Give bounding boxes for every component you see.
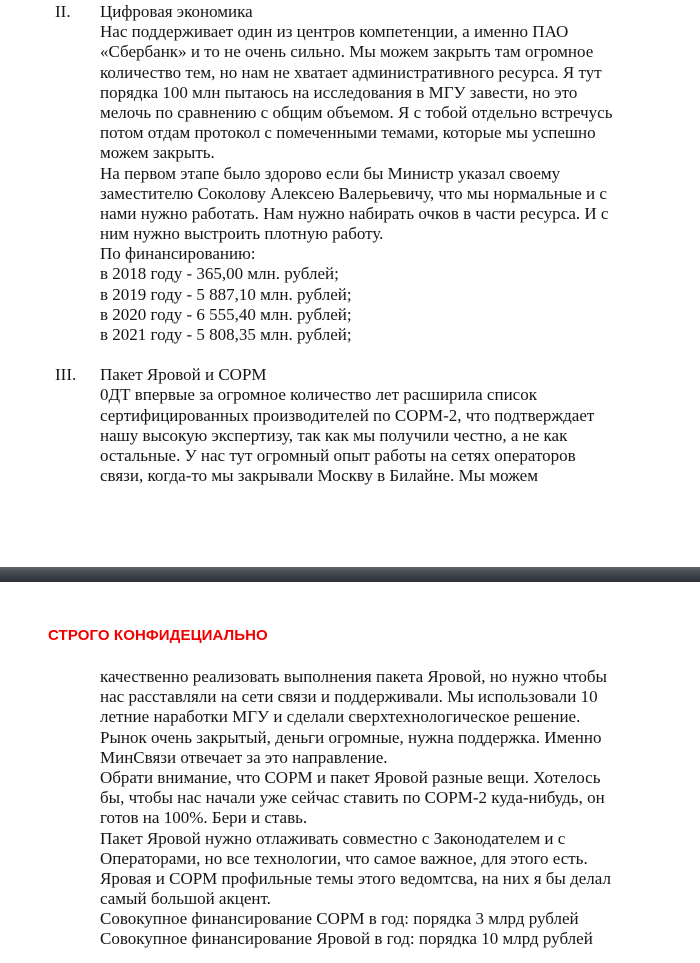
text-line: По финансированию: (100, 244, 256, 264)
section-iii-numeral: III. (55, 365, 77, 385)
text-line: бы, чтобы нас начали уже сейчас ставить по СОРМ-2 куда-нибудь, он (100, 788, 605, 808)
text-line: Рынок очень закрытый, деньги огромные, нужна поддержка. Именно (100, 727, 602, 747)
section-ii-numeral: II. (55, 2, 71, 21)
text-line: Нас поддерживает один из центров компетенции, а именно ПАО (100, 22, 569, 42)
text-line: нашу высокую экспертизу, так как мы получили честно, а не как (100, 425, 568, 445)
text-line: в 2020 году - 6 555,40 млн. рублей; (100, 304, 352, 324)
text-line: летние наработки МГУ и сделали сверхтехнологическое решение. (100, 707, 581, 727)
page-separator-bar (0, 567, 700, 582)
document-page-2 (0, 582, 700, 963)
text-line: Пакет Яровой нужно отлаживать совместно с Законодателем и с (100, 828, 566, 848)
section-ii-text (100, 2, 660, 345)
text-line: МинСвязи отвечает за это направление. (100, 747, 388, 767)
text-line: Операторами, но все технологии, что самое важное, для этого есть. (100, 848, 588, 868)
page-2-text (0, 667, 700, 950)
text-line: связи, когда-то мы закрывали Москву в Билайне. Мы можем (100, 466, 538, 486)
text-line: ним нужно выстроить плотную работу. (100, 224, 384, 244)
text-line: качественно реализовать выполнения пакета Яровой, но нужно чтобы (100, 667, 607, 686)
text-line: нас расставляли на сети связи и поддерживали. Мы использовали 10 (100, 687, 598, 707)
text-line: сертифицированных производителей по СОРМ-2, что подтверждает (100, 405, 595, 425)
text-line: «Сбербанк» и то не очень сильно. Мы можем закрыть там огромное (100, 42, 594, 62)
section-iii (0, 365, 700, 486)
text-line: На первом этапе было здорово если бы Министр указал своему (100, 163, 561, 183)
text-line: Совокупное финансирование Яровой в год: порядка 10 млрд рублей (100, 929, 593, 949)
text-line: в 2019 году - 5 887,10 млн. рублей; (100, 284, 352, 304)
section-iii-text (100, 365, 660, 486)
text-line: готов на 100%. Бери и ставь. (100, 808, 308, 828)
text-line: Обрати внимание, что СОРМ и пакет Яровой разные вещи. Хотелось (100, 767, 601, 787)
text-line: Цифровая экономика (100, 2, 253, 21)
text-line: в 2021 году - 5 808,35 млн. рублей; (100, 325, 352, 344)
text-line: можем закрыть. (100, 143, 215, 163)
text-line: нами нужно работать. Нам нужно набирать очков в части ресурса. И с (100, 203, 609, 223)
text-line: заместителю Соколову Алексею Валерьевичу, что мы нормальные и с (100, 183, 607, 203)
text-line: Совокупное финансирование СОРМ в год: порядка 3 млрд рублей (100, 909, 579, 929)
text-line: количество тем, но нам не хватает административного ресурса. Я тут (100, 62, 602, 82)
text-line: Яровая и СОРМ профильные темы этого ведомтсва, на них я бы делал (100, 868, 611, 888)
text-line: самый большой акцент. (100, 889, 271, 909)
text-line: мелочь по сравнению с общим объемом. Я с тобой отдельно встречусь (100, 102, 613, 122)
text-line: Пакет Яровой и СОРМ (100, 365, 267, 385)
text-line: в 2018 году - 365,00 млн. рублей; (100, 264, 339, 284)
text-line: порядка 100 млн пытаюсь на исследования в МГУ завести, но это (100, 82, 578, 102)
text-line: остальные. У нас тут огромный опыт работы на сетях операторов (100, 445, 576, 465)
text-line: 0ДТ впервые за огромное количество лет расширила список (100, 385, 537, 405)
section-ii (0, 2, 700, 345)
confidential-banner: СТРОГО КОНФИДЕЦИАЛЬНО (48, 627, 268, 644)
text-line: потом отдам протокол с помеченными темами, которые мы успешно (100, 123, 596, 143)
